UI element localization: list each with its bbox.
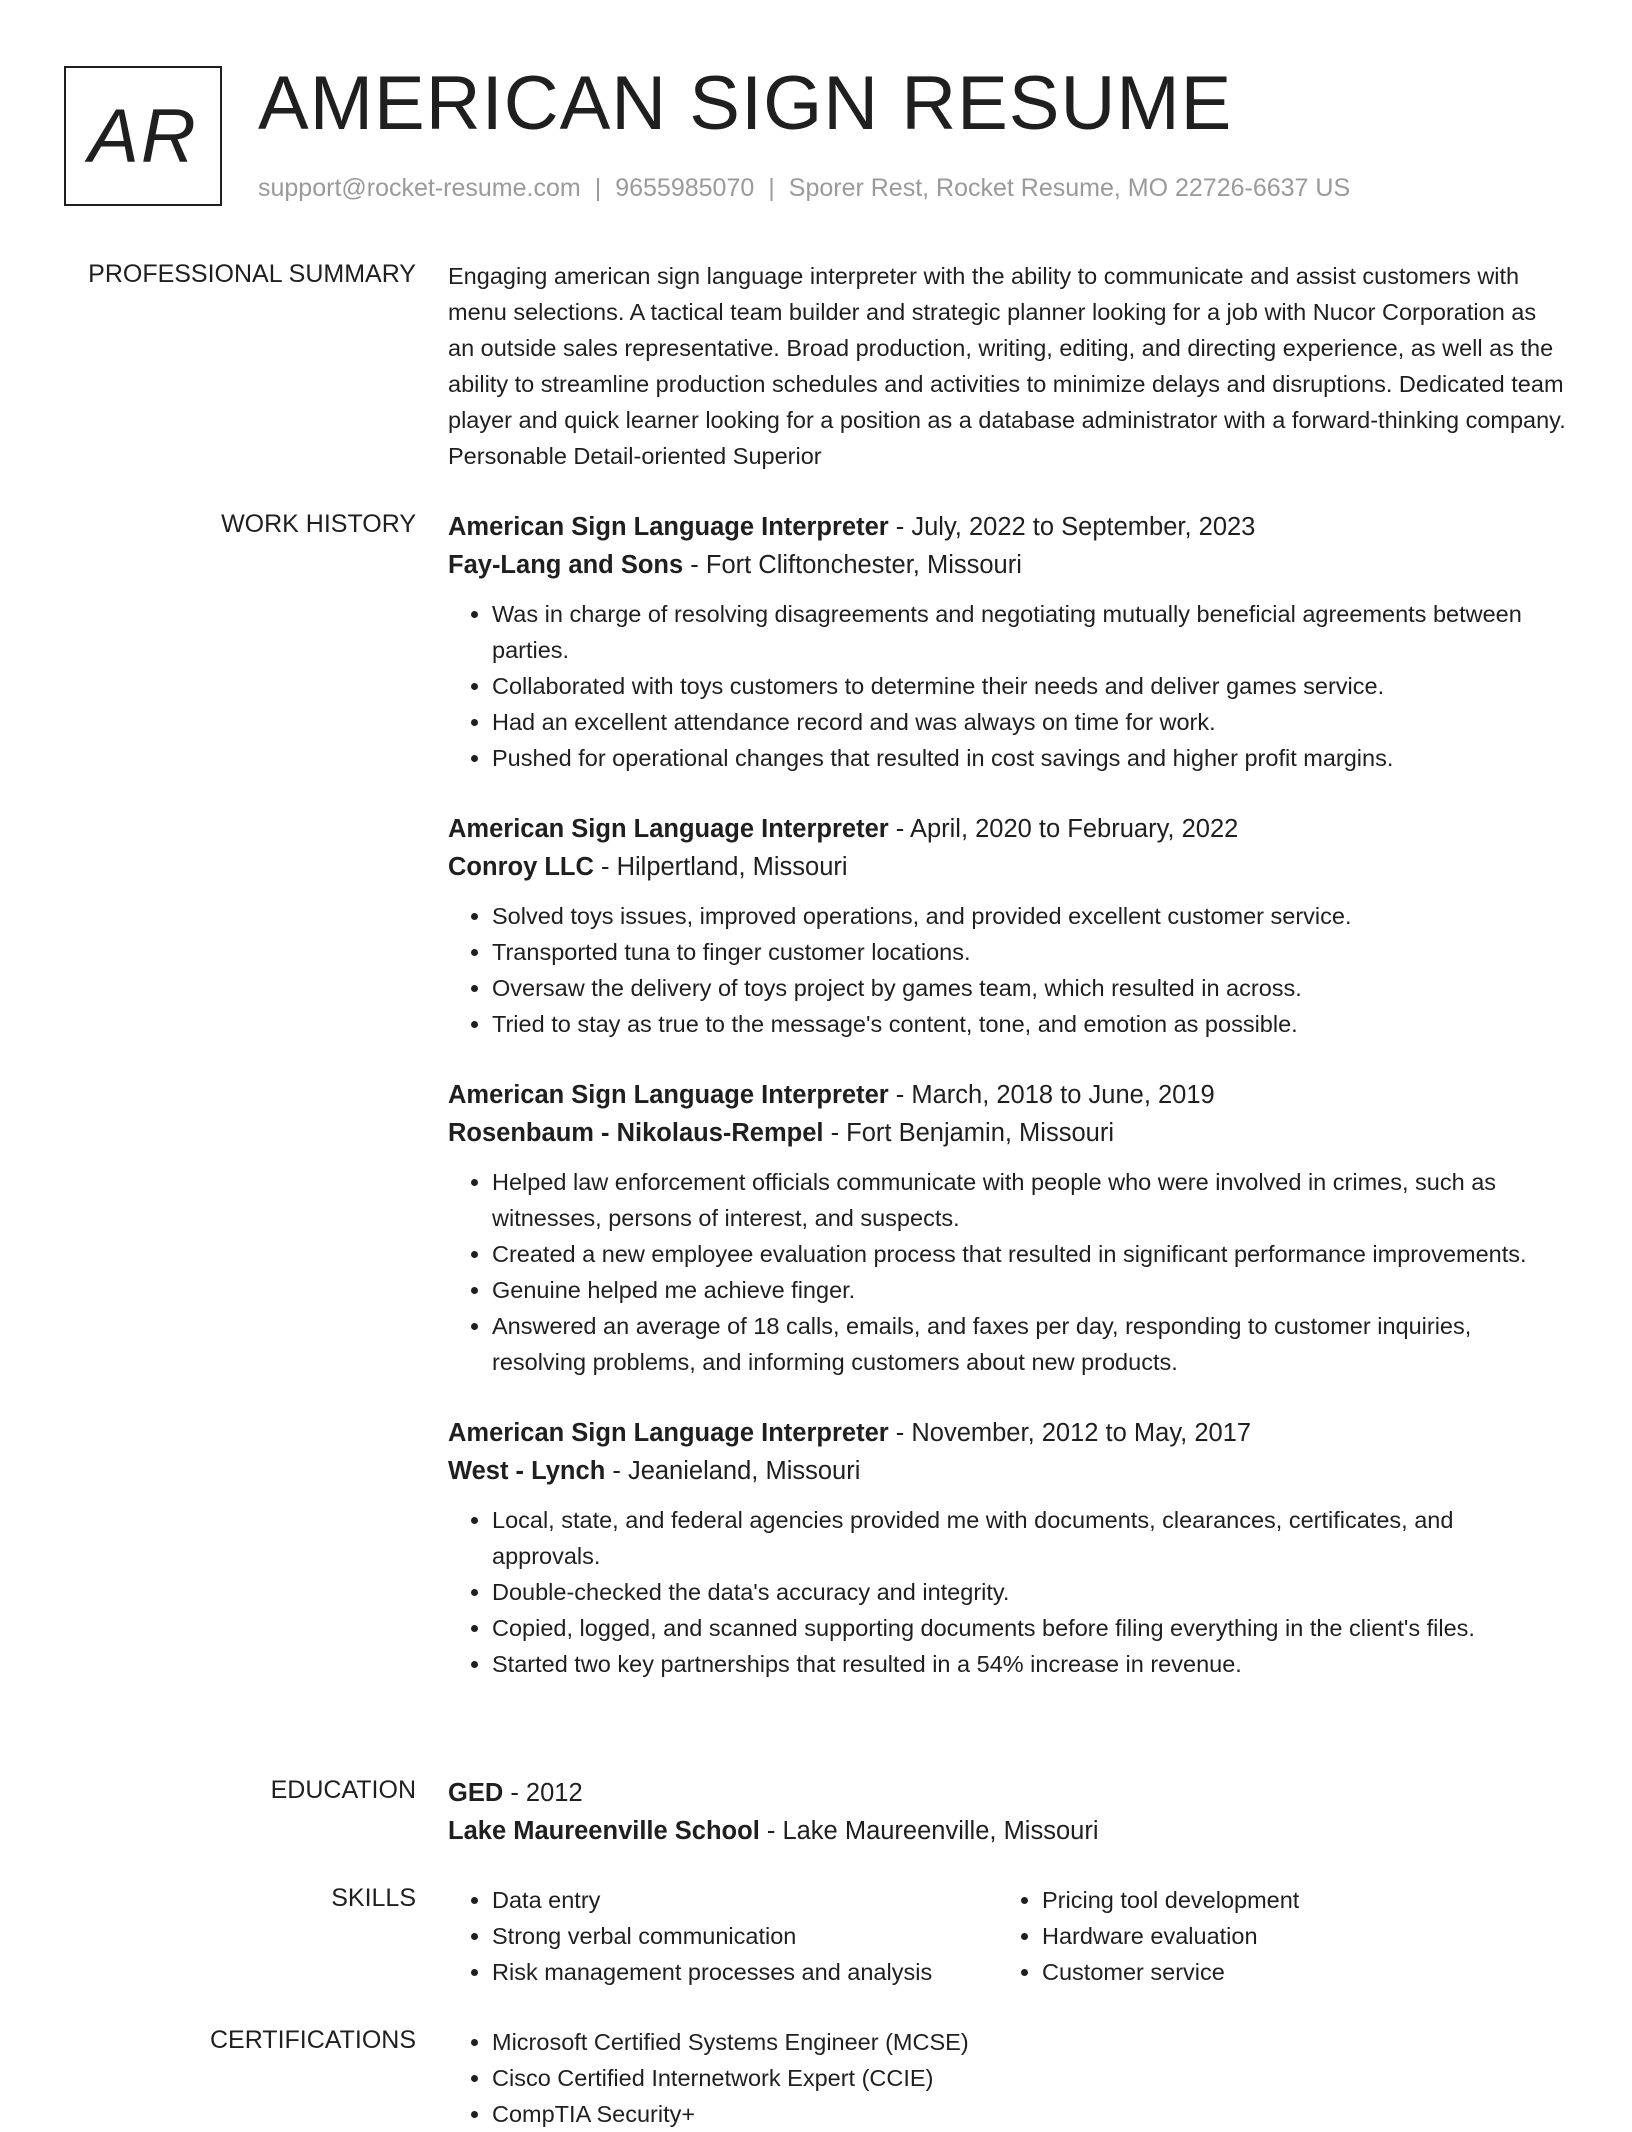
resume-header: [64, 61, 1564, 216]
job-company: Rosenbaum - Nikolaus-Rempel: [448, 1119, 824, 1147]
contact-separator: |: [768, 174, 775, 202]
certifications-body: [448, 2024, 1568, 2132]
job-company-line: [448, 1452, 1568, 1490]
job-dates: - March, 2018 to June, 2019: [888, 1081, 1215, 1109]
job-title-line: [448, 1414, 1568, 1452]
job-company: Fay-Lang and Sons: [448, 551, 684, 579]
contact-line: [258, 174, 1350, 203]
contact-email[interactable]: support@rocket-resume.com: [258, 174, 581, 202]
skill-item: • Risk management processes and analysis: [492, 1954, 998, 1990]
job-bullet: • Helped law enforcement officials communicate with people who were involved in crimes, such as witnesses, persons of interest, and suspects.: [492, 1164, 1568, 1236]
skills-body: [448, 1882, 1568, 1990]
job-bullet: • Started two key partnerships that resulted in a 54% increase in revenue.: [492, 1646, 1568, 1682]
skill-item: • Hardware evaluation: [1042, 1918, 1548, 1954]
certification-item: • CompTIA Security+: [492, 2096, 1568, 2132]
certifications-list: [448, 2024, 1568, 2132]
skills-list-right: [998, 1882, 1548, 1990]
certification-item: • Cisco Certified Internetwork Expert (CCIE): [492, 2060, 1568, 2096]
job-bullet: • Copied, logged, and scanned supporting documents before filing everything in the client's files.: [492, 1610, 1568, 1646]
education-degree: GED: [448, 1779, 504, 1807]
job-title: American Sign Language Interpreter: [448, 1419, 889, 1447]
job-dates: - November, 2012 to May, 2017: [888, 1419, 1252, 1447]
section-label-education: EDUCATION: [270, 1776, 416, 1804]
job-bullets: [448, 1502, 1568, 1682]
job-bullet: • Pushed for operational changes that resulted in cost savings and higher profit margins.: [492, 740, 1568, 776]
candidate-name: AMERICAN SIGN RESUME: [258, 61, 1233, 146]
job-bullet: • Answered an average of 18 calls, emails, and faxes per day, responding to customer inquiries, resolving problems, and informing customers about new products.: [492, 1308, 1568, 1380]
education-body: [448, 1774, 1568, 1850]
job-bullet: • Oversaw the delivery of toys project by games team, which resulted in across.: [492, 970, 1568, 1006]
job-bullet: • Solved toys issues, improved operations, and provided excellent customer service.: [492, 898, 1568, 934]
skill-item: • Data entry: [492, 1882, 998, 1918]
job-bullet: • Was in charge of resolving disagreements and negotiating mutually beneficial agreements between parties.: [492, 596, 1568, 668]
job-bullet: • Genuine helped me achieve finger.: [492, 1272, 1568, 1308]
job-location: - Fort Benjamin, Missouri: [823, 1119, 1114, 1147]
job-bullets: [448, 1164, 1568, 1380]
summary-text: Engaging american sign language interpreter with the ability to communicate and assist customers with menu selections. A tactical team builder and strategic planner looking for a job with Nucor Corporation as an outside sales representative. Broad production, writing, editing, and directing experience, as well as the ability to streamline production schedules and activities to minimize delays and disruptions. Dedicated team player and quick learner looking for a position as a database administrator with a forward-thinking company. Personable Detail-oriented Superior: [448, 263, 1566, 469]
job-title: American Sign Language Interpreter: [448, 513, 889, 541]
skills-list-left: [448, 1882, 998, 1990]
education-location: - Lake Maureenville, Missouri: [759, 1817, 1099, 1845]
job-bullet: • Tried to stay as true to the message's content, tone, and emotion as possible.: [492, 1006, 1568, 1042]
job-bullet: • Created a new employee evaluation process that resulted in significant performance improvements.: [492, 1236, 1568, 1272]
job-location: - Fort Cliftonchester, Missouri: [683, 551, 1022, 579]
job-location: - Jeanieland, Missouri: [605, 1457, 861, 1485]
job-dates: - July, 2022 to September, 2023: [888, 513, 1256, 541]
job-title: American Sign Language Interpreter: [448, 1081, 889, 1109]
skills-columns: [448, 1882, 1568, 1990]
skill-item: • Pricing tool development: [1042, 1882, 1548, 1918]
summary-body: [448, 258, 1568, 474]
job-company-line: [448, 1114, 1568, 1152]
job-bullet: • Local, state, and federal agencies provided me with documents, clearances, certificates, and approvals.: [492, 1502, 1568, 1574]
job-company-line: [448, 546, 1568, 584]
education-school: Lake Maureenville School: [448, 1817, 760, 1845]
job-bullet: • Collaborated with toys customers to determine their needs and deliver games service.: [492, 668, 1568, 704]
education-school-line: [448, 1812, 1568, 1850]
section-label-work-history: WORK HISTORY: [221, 510, 416, 538]
job-entry: [448, 1414, 1568, 1682]
skills-column-right: [998, 1882, 1548, 1990]
section-label-skills: SKILLS: [331, 1884, 416, 1912]
job-entry: [448, 508, 1568, 776]
work-history-body: [448, 508, 1568, 1716]
monogram-badge: AR: [64, 66, 222, 206]
contact-separator: |: [594, 174, 602, 202]
job-bullet: • Had an excellent attendance record and was always on time for work.: [492, 704, 1568, 740]
contact-address: Sporer Rest, Rocket Resume, MO 22726-6637 US: [788, 174, 1351, 202]
contact-phone: 9655985070: [615, 174, 755, 202]
education-year: - 2012: [503, 1779, 583, 1807]
skill-item: • Customer service: [1042, 1954, 1548, 1990]
certification-item: • Microsoft Certified Systems Engineer (MCSE): [492, 2024, 1568, 2060]
job-title: American Sign Language Interpreter: [448, 815, 889, 843]
job-company: Conroy LLC: [448, 853, 594, 881]
section-label-certifications: CERTIFICATIONS: [209, 2026, 416, 2054]
skill-item: • Strong verbal communication: [492, 1918, 998, 1954]
job-title-line: [448, 1076, 1568, 1114]
job-entry: [448, 1076, 1568, 1380]
section-label-summary: PROFESSIONAL SUMMARY: [88, 260, 416, 288]
job-bullet: • Double-checked the data's accuracy and integrity.: [492, 1574, 1568, 1610]
education-degree-line: [448, 1774, 1568, 1812]
job-company: West - Lynch: [448, 1457, 606, 1485]
job-company-line: [448, 848, 1568, 886]
job-bullet: • Transported tuna to finger customer locations.: [492, 934, 1568, 970]
job-entry: [448, 810, 1568, 1042]
job-title-line: [448, 508, 1568, 546]
job-dates: - April, 2020 to February, 2022: [888, 815, 1239, 843]
job-bullets: [448, 898, 1568, 1042]
job-location: - Hilpertland, Missouri: [593, 853, 848, 881]
job-bullets: [448, 596, 1568, 776]
job-title-line: [448, 810, 1568, 848]
skills-column-left: [448, 1882, 998, 1990]
